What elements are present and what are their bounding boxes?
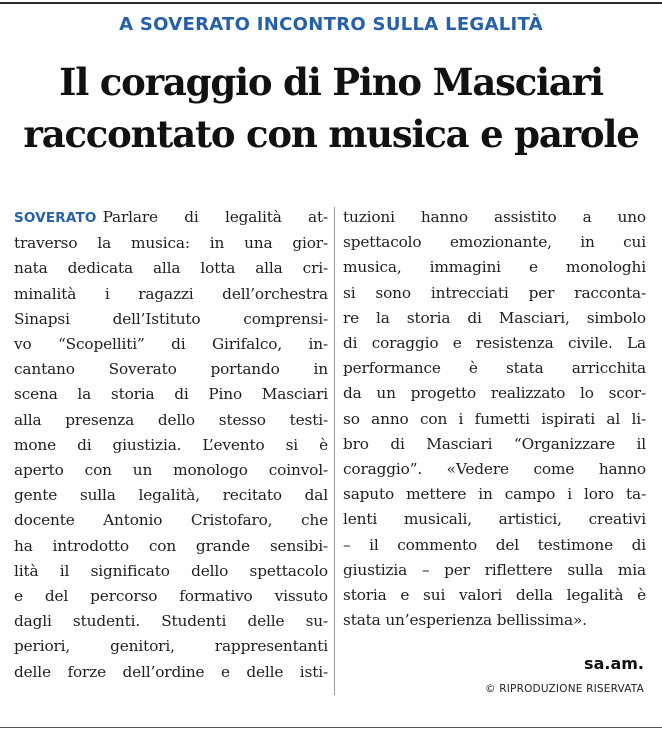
article-line: traverso la musica: in una gior-: [14, 234, 328, 253]
article-line: aperto con un monologo coinvol-: [14, 461, 328, 480]
headline: [0, 56, 662, 160]
article-line: lenti musicali, artistici, creativi: [343, 510, 646, 529]
article-line: tuzioni hanno assistito a uno: [343, 208, 646, 226]
dateline: SOVERATO: [14, 210, 97, 226]
article-line: – il commento del testimone di: [343, 535, 646, 554]
article-line: bro di Masciari “Organizzare il: [343, 434, 646, 453]
article-line: stata un’esperienza bellissima».: [343, 611, 587, 630]
article-line: da un progetto realizzato lo scor-: [343, 384, 646, 403]
article-line: delle forze dell’ordine e delle isti-: [14, 662, 328, 681]
article-line: musica, immagini e monologhi: [343, 258, 646, 277]
headline-line-2: raccontato con musica e parole: [23, 112, 639, 156]
article-line: docente Antonio Cristofaro, che: [14, 511, 328, 530]
article-line: storia e sui valori della legalità è: [343, 586, 646, 605]
article-line: cantano Soverato portando in: [14, 360, 328, 379]
article-line-text: Parlare di legalità at-: [102, 208, 328, 226]
column-divider: [334, 207, 335, 695]
article-line: performance è stata arricchita: [343, 359, 646, 378]
article-line: alla presenza dello stesso testi-: [14, 410, 328, 429]
article-line: dagli studenti. Studenti delle su-: [14, 612, 328, 631]
kicker: A SOVERATO INCONTRO SULLA LEGALITÀ: [119, 14, 543, 35]
article-line: periori, genitori, rappresentanti: [14, 637, 328, 656]
copyright-notice: © RIPRODUZIONE RISERVATA: [485, 683, 644, 695]
article-line: scena la storia di Pino Masciari: [14, 385, 328, 404]
article-line: di coraggio e resistenza civile. La: [343, 334, 646, 353]
article-line: giustizia – per riflettere sulla mia: [343, 560, 646, 579]
bottom-rule: [0, 727, 662, 728]
article-line: vo “Scopelliti” di Girifalco, in-: [14, 335, 328, 354]
article-column-left: [14, 205, 328, 685]
article-line: saputo mettere in campo i loro ta-: [343, 485, 646, 504]
top-rule: [0, 2, 662, 4]
article-line: Sinapsi dell’Istituto comprensi-: [14, 309, 328, 328]
article-line: ha introdotto con grande sensibi-: [14, 536, 328, 555]
article-line: [14, 205, 328, 231]
headline-line-1: Il coraggio di Pino Masciari: [59, 60, 603, 104]
author-signature: sa.am.: [584, 654, 644, 673]
article-line: so anno con i fumetti ispirati al li-: [343, 409, 646, 428]
article-line: coraggio”. «Vedere come hanno: [343, 460, 646, 479]
article-column-right: [343, 205, 646, 633]
article-line: minalità i ragazzi dell’orchestra: [14, 284, 328, 303]
article-line: nata dedicata alla lotta alla cri-: [14, 259, 328, 278]
article-line: e del percorso formativo vissuto: [14, 587, 328, 606]
article-line: si sono intrecciati per racconta-: [343, 283, 646, 302]
article-line: gente sulla legalità, recitato dal: [14, 486, 328, 505]
article-line: lità il significato dello spettacolo: [14, 561, 328, 580]
article-line: spettacolo emozionante, in cui: [343, 233, 646, 252]
article-line: mone di giustizia. L’evento si è: [14, 435, 328, 454]
article-line: re la storia di Masciari, simbolo: [343, 308, 646, 327]
